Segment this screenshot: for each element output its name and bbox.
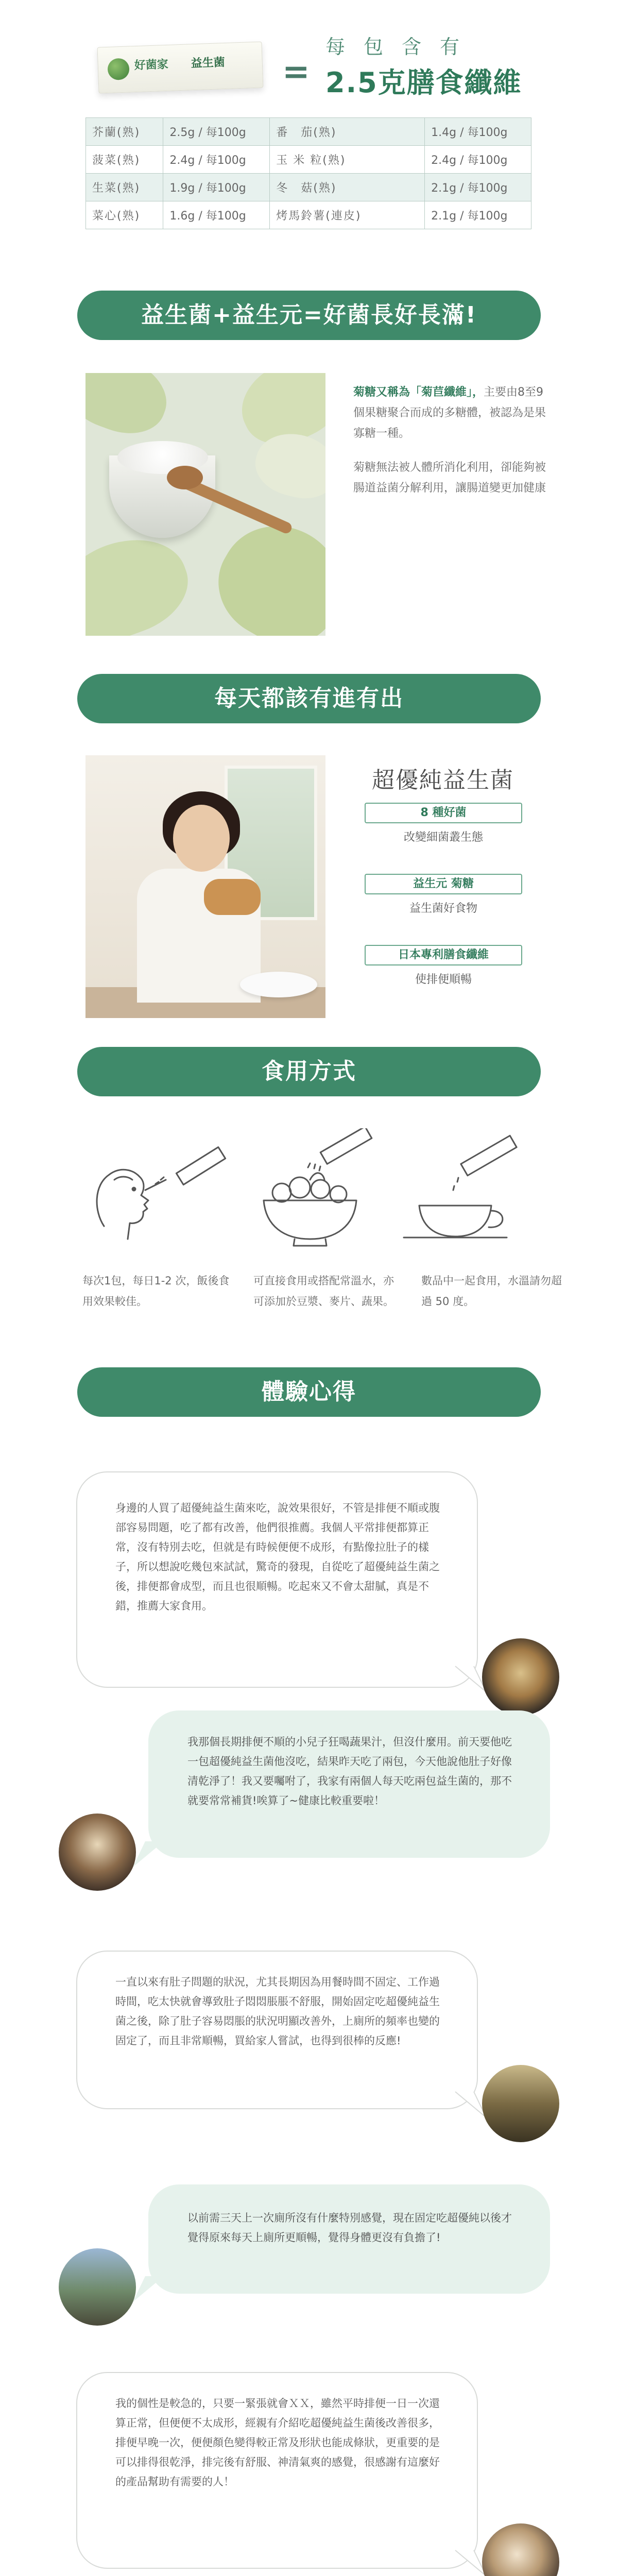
table-cell: 芥蘭(熟) (86, 118, 163, 146)
per-pack-label: 每包含有 (325, 36, 478, 58)
feature-desc: 改變細菌叢生態 (403, 831, 483, 844)
inulin-para-1-rest: 主要由8至9個果糖聚合而成的多糖體，被認為是果寡糖一種。 (353, 386, 546, 440)
avatar (59, 2248, 136, 2326)
feature-tag: 日本專利膳食纖維 (365, 945, 522, 965)
product-title: 超優純益生菌 (372, 767, 514, 793)
avatar (482, 1638, 559, 1716)
table-cell: 2.4g / 每100g (163, 146, 270, 174)
testimonial-bubble (148, 2184, 550, 2294)
table-cell: 1.6g / 每100g (163, 201, 270, 229)
step-3-text: 數品中一起食用，水溫請勿超過 50 度。 (421, 1275, 562, 1308)
table-cell: 生菜(熟) (86, 174, 163, 201)
inulin-photo (85, 373, 325, 636)
banner-probiotics: 益生菌+益生元=好菌長好長滿! (77, 291, 541, 340)
sandwich-image (204, 879, 261, 915)
table-cell: 菠菜(熟) (86, 146, 163, 174)
product-brand: 好菌家 (134, 58, 169, 73)
banner-usage: 食用方式 (77, 1047, 541, 1096)
person-pouring-icon (83, 1128, 238, 1252)
table-cell: 烤馬鈴薯(連皮) (270, 201, 425, 229)
testimonial-bubble (148, 1710, 550, 1858)
feature-tag: 益生元 菊糖 (365, 874, 522, 894)
table-cell: 玉 米 粒(熟) (270, 146, 425, 174)
salad-bowl-icon (233, 1128, 387, 1252)
table-cell: 1.9g / 每100g (163, 174, 270, 201)
feature-desc: 益生菌好食物 (409, 902, 477, 915)
step-2-illustration (233, 1128, 387, 1252)
product-name: 益生菌 (191, 56, 226, 71)
header (0, 0, 618, 118)
table-cell: 2.5g / 每100g (163, 118, 270, 146)
table-cell: 冬 菇(熟) (270, 174, 425, 201)
banner-reviews: 體驗心得 (77, 1367, 541, 1417)
feature-desc: 使排便順暢 (415, 973, 472, 986)
avatar (482, 2065, 559, 2142)
table-cell: 2.4g / 每100g (425, 146, 531, 174)
testimonial-bubble (76, 1471, 478, 1688)
step-3-illustration (383, 1128, 538, 1252)
equals-sign: = (282, 53, 310, 91)
testimonial-bubble (76, 1951, 478, 2109)
woman-face-image (173, 805, 230, 872)
testimonial-bubble (76, 2372, 478, 2569)
inulin-description (353, 382, 549, 512)
spoon-head-image (167, 466, 203, 489)
plate-image (240, 972, 317, 997)
banner-daily: 每天都該有進有出 (77, 674, 541, 723)
table-cell: 2.1g / 每100g (425, 201, 531, 229)
cup-icon (383, 1128, 538, 1252)
table-row (86, 146, 531, 174)
table-cell: 菜心(熟) (86, 201, 163, 229)
step-1-text: 每次1包，每日1-2 次，飯後食用效果較佳。 (82, 1275, 230, 1308)
inulin-para-2: 菊糖無法被人體所消化利用，卻能夠被腸道益菌分解利用，讓腸道變更加健康 (353, 461, 546, 495)
testimonial-text: 我那個長期排便不順的小兒子狂喝蔬果汁，但沒什麼用。前天要他吃一包超優純益生菌他沒吃，結果昨天吃了兩包，今天他說他肚子好像清乾淨了！我又要囑咐了，我家有兩個人每天吃兩包益生菌的，那不就要常常補貨!唉算了~健康比較重要啦！ (187, 1736, 512, 1807)
inulin-highlight: 菊糖又稱為「菊苣纖維」， (353, 386, 484, 399)
table-row (86, 118, 531, 146)
leaf-icon (107, 58, 129, 80)
feature-tag: 8 種好菌 (365, 803, 522, 823)
avatar (59, 1814, 136, 1891)
testimonial-text: 身邊的人買了超優純益生菌來吃，說效果很好，不管是排便不順或腹部容易問題，吃了都有改善，他們很推薦。我個人平常排便都算正常，沒有特別去吃，但就是有時候便便不成形，有點像拉肚子的樣子，所以想說吃幾包來試試，驚奇的發現，自從吃了超優純益生菌之後，排便都會成型，而且也很順暢。吃起來又不會太甜膩，真是不錯，推薦大家食用。 (115, 1502, 440, 1612)
table-row (86, 201, 531, 229)
product-stick-image (97, 41, 264, 93)
table-cell: 番 茄(熟) (270, 118, 425, 146)
testimonial-text: 以前需三天上一次廁所沒有什麼特別感覺，現在固定吃超優純以後才覺得原來每天上廁所更順暢，覺得身體更沒有負擔了! (187, 2212, 512, 2244)
woman-eating-photo (85, 755, 325, 1018)
table-cell: 2.1g / 每100g (425, 174, 531, 201)
fiber-table (85, 117, 531, 229)
table-cell: 1.4g / 每100g (425, 118, 531, 146)
avatar (482, 2523, 559, 2576)
testimonial-text: 我的個性是較急的，只要一緊張就會ＸＸ，雖然平時排便一日一次還算正常，但便便不太成形，經親有介紹吃超優純益生菌後改善很多，排便早晚一次，便便顏色變得較正常及形狀也能成條狀，更重要的是可以排得很乾淨，排完後有舒服、神清氣爽的感覺，很感謝有這麼好的產品幫助有需要的人！ (115, 2397, 440, 2488)
step-1-illustration (83, 1128, 238, 1252)
fiber-amount: 2.5克膳食纖維 (325, 66, 522, 99)
table-row (86, 174, 531, 201)
step-2-text: 可直接食用或搭配常溫水，亦可添加於豆漿、麥片、蔬果。 (253, 1275, 394, 1308)
inulin-para-1 (353, 382, 549, 444)
testimonial-text: 一直以來有肚子問題的狀況，尤其長期因為用餐時間不固定、工作過時間，吃太快就會導致肚子悶悶脹脹不舒服，開始固定吃超優純益生菌之後，除了肚子容易悶脹的狀況明顯改善外，上廁所的頻率也變的固定了，而且非常順暢，買給家人嘗試，也得到很棒的反應! (115, 1976, 440, 2047)
